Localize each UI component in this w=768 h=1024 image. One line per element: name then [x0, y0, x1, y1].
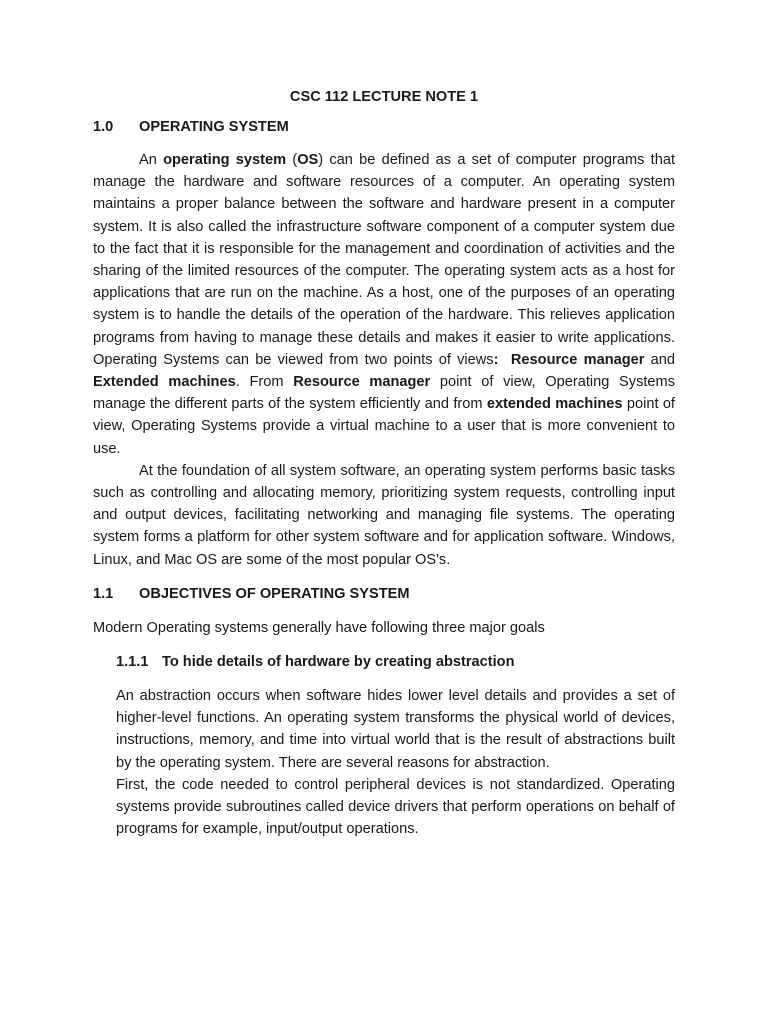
section-title: OPERATING SYSTEM	[139, 119, 289, 135]
paragraph-os-foundation: At the foundation of all system software, an operating system performs basic tasks such as controlling and allocating memory, prioritizing system requests, controlling input and output devices, facilitating networking and managing file systems. The operating system forms a platform for other system software and for application software. Windows, Linux, and Mac OS are some of the most popular OS's.	[93, 462, 675, 568]
document-title: CSC 112 LECTURE NOTE 1	[289, 89, 479, 105]
section-heading-1-1	[93, 583, 675, 605]
subsection-number: 1.1.1	[116, 654, 149, 671]
subsection-heading-1-1-1	[116, 651, 675, 673]
paragraph-abstraction: An abstraction occurs when software hides lower level details and provides a set of higher-level functions. An operating system transforms the physical world of devices, instructions, memory, and time into virtual world that is the result of abstractions built by the operating system. There are several reasons for abstraction.	[116, 688, 675, 771]
section-title: OBJECTIVES OF OPERATING SYSTEM	[139, 585, 410, 602]
subsection-title: To hide details of hardware by creating abstraction	[162, 654, 515, 671]
paragraph-device-drivers: First, the code needed to control peripheral devices is not standardized. Operating systems provide subroutines called device drivers that perform operations on behalf of programs for example, input/output operations.	[116, 776, 675, 838]
section-heading-1-0	[93, 116, 675, 138]
section-number: 1.0	[93, 119, 114, 135]
document-page	[93, 86, 675, 840]
paragraph-os-definition: An operating system (OS) can be defined as a set of computer programs that manage the hardware and software resources of a computer. An operating system maintains a proper balance between the software and hardware present in a computer system. It is also called the infrastructure software component of a computer system due to the fact that it is responsible for the management and coordination of activities and the sharing of the limited resources of the computer. The operating system acts as a host for applications that are run on the machine. As a host, one of the purposes of an operating system is to handle the details of the operation of the hardware. This relieves application programs from having to manage these details and makes it easier to write applications. Operating Systems can be viewed from two points of views: Resource manager and Extended machines. From Resource manager point of view, Operating Systems manage the different parts of the system efficiently and from extended machines point of view, Operating Systems provide a virtual machine to a user that is more convenient to use.	[93, 152, 676, 457]
paragraph-objectives-intro: Modern Operating systems generally have following three major goals	[93, 619, 545, 636]
section-number: 1.1	[93, 585, 114, 602]
